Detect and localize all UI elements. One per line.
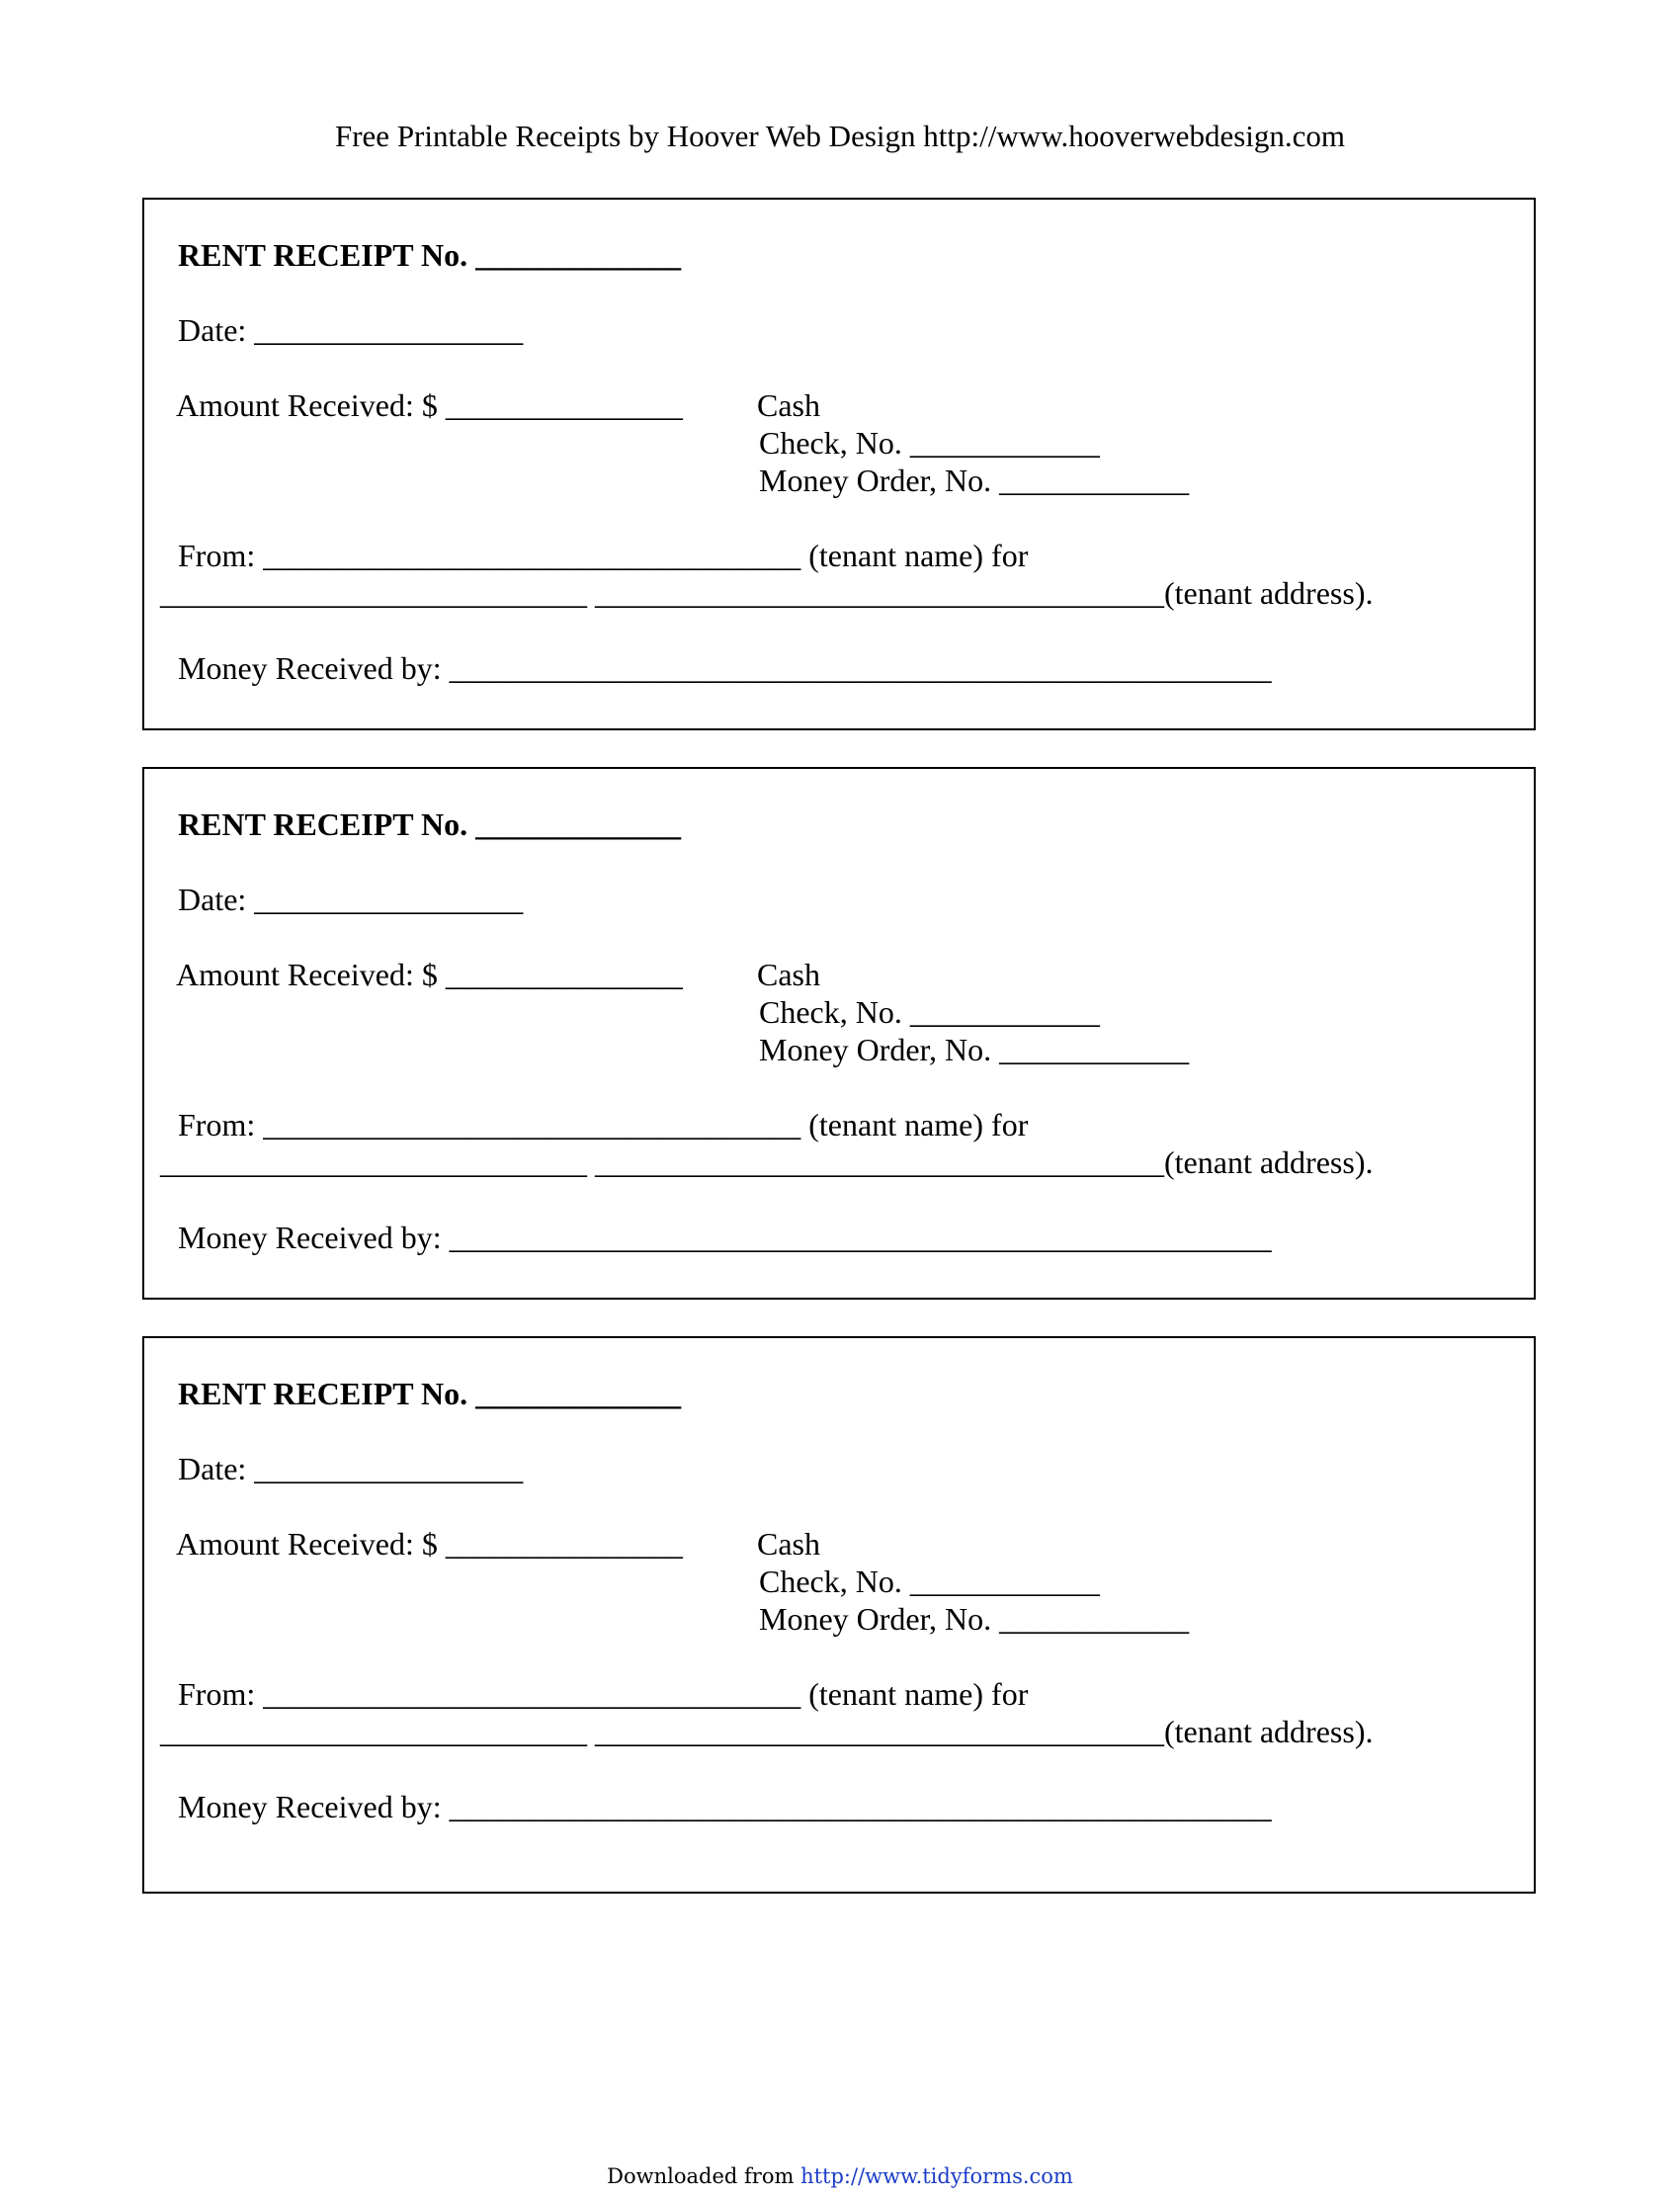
payment-method-money-order[interactable]: Money Order, No. ____________: [759, 463, 1190, 498]
payment-method-money-order[interactable]: Money Order, No. ____________: [759, 1601, 1190, 1637]
money-received-by-field[interactable]: Money Received by: ____________________________________________________: [178, 1789, 1272, 1824]
payment-method-cash: Cash: [757, 387, 820, 423]
amount-received-field[interactable]: Amount Received: $ _______________: [176, 1526, 683, 1562]
page-header: Free Printable Receipts by Hoover Web Design http://www.hooverwebdesign.com: [334, 119, 1346, 153]
footer-prefix: Downloaded from: [607, 2164, 795, 2188]
receipt-title: RENT RECEIPT No. _____________: [178, 1376, 682, 1411]
money-received-by-field[interactable]: Money Received by: ____________________________________________________: [178, 1220, 1272, 1255]
tenant-address-field[interactable]: ___________________________ ____________________________________(tenant address).: [160, 1144, 1374, 1180]
payment-method-check[interactable]: Check, No. ____________: [759, 994, 1100, 1030]
date-field[interactable]: Date: _________________: [178, 1451, 524, 1486]
money-received-by-field[interactable]: Money Received by: ____________________________________________________: [178, 650, 1272, 686]
payment-method-check[interactable]: Check, No. ____________: [759, 425, 1100, 461]
page-footer: [0, 2162, 1680, 2190]
rent-receipt-3: [142, 1336, 1536, 1894]
date-field[interactable]: Date: _________________: [178, 882, 524, 917]
payment-method-money-order[interactable]: Money Order, No. ____________: [759, 1032, 1190, 1067]
amount-received-field[interactable]: Amount Received: $ _______________: [176, 387, 683, 423]
tenant-address-field[interactable]: ___________________________ ____________________________________(tenant address).: [160, 1714, 1374, 1749]
from-tenant-field[interactable]: From: __________________________________ (tenant name) for: [178, 1676, 1029, 1712]
payment-method-check[interactable]: Check, No. ____________: [759, 1564, 1100, 1599]
from-tenant-field[interactable]: From: __________________________________ (tenant name) for: [178, 538, 1029, 573]
payment-method-cash: Cash: [757, 957, 820, 992]
rent-receipt-1: [142, 198, 1536, 730]
tenant-address-field[interactable]: ___________________________ ____________________________________(tenant address).: [160, 575, 1374, 611]
from-tenant-field[interactable]: From: __________________________________ (tenant name) for: [178, 1107, 1029, 1142]
receipt-title: RENT RECEIPT No. _____________: [178, 806, 682, 842]
date-field[interactable]: Date: _________________: [178, 312, 524, 348]
rent-receipt-2: [142, 767, 1536, 1300]
amount-received-field[interactable]: Amount Received: $ _______________: [176, 957, 683, 992]
receipt-title: RENT RECEIPT No. _____________: [178, 237, 682, 273]
payment-method-cash: Cash: [757, 1526, 820, 1562]
footer-link[interactable]: http://www.tidyforms.com: [800, 2164, 1073, 2188]
